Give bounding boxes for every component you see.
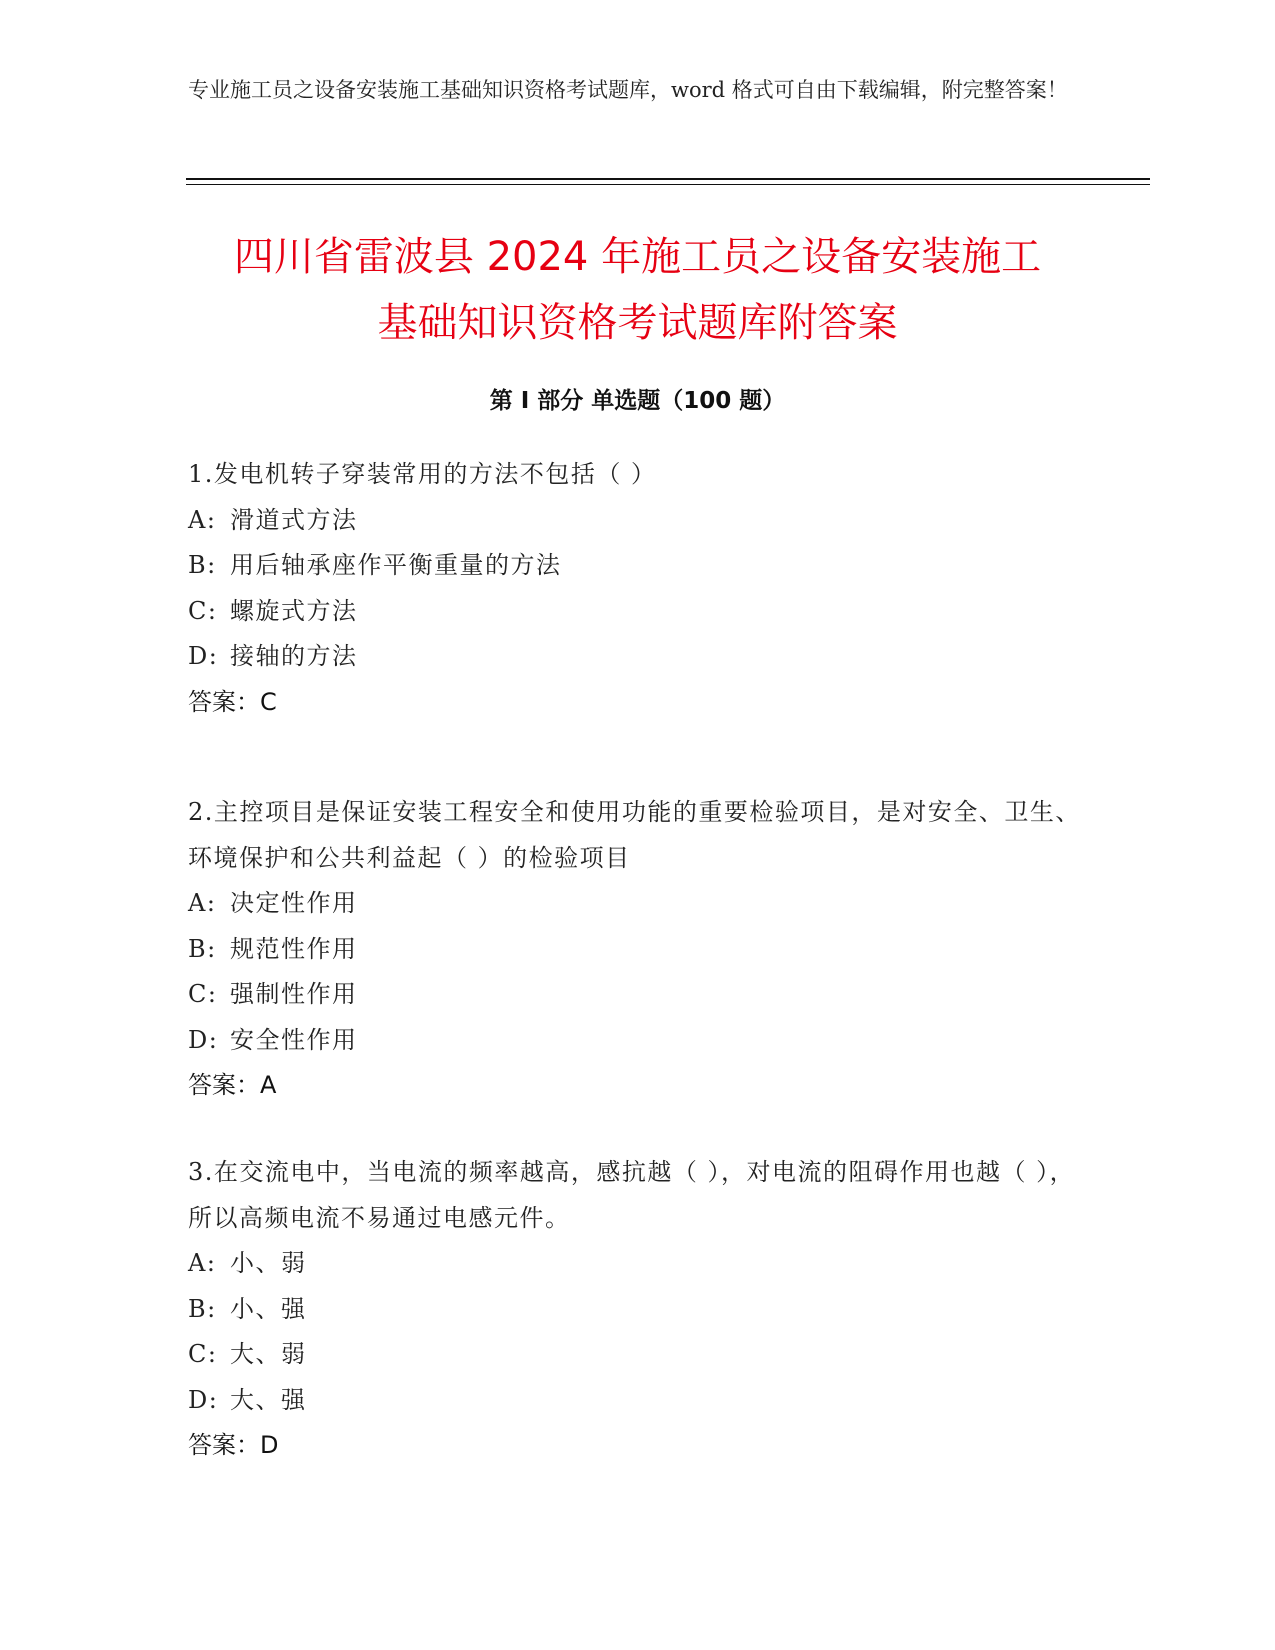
question-stem: 2.主控项目是保证安装工程安全和使用功能的重要检验项目，是对安全、卫生、环境保护和公共利益起（ ）的检验项目 xyxy=(188,798,1081,872)
option-a xyxy=(188,498,1088,544)
question-stem: 1.发电机转子穿装常用的方法不包括（ ） xyxy=(188,460,657,488)
option-text: 大、弱 xyxy=(230,1340,307,1368)
header-divider-thick xyxy=(186,178,1150,180)
option-key: C: xyxy=(188,596,218,625)
option-d xyxy=(188,1378,1088,1424)
question-1 xyxy=(188,452,1088,725)
option-a xyxy=(188,1241,1088,1287)
option-key: B: xyxy=(188,934,217,963)
option-text: 强制性作用 xyxy=(230,980,358,1008)
option-text: 决定性作用 xyxy=(230,889,358,917)
option-key: A: xyxy=(188,505,217,534)
section-heading: 第 I 部分 单选题（100 题） xyxy=(489,388,786,414)
option-text: 小、弱 xyxy=(230,1249,307,1277)
option-key: B: xyxy=(188,1294,217,1323)
answer: 答案：D xyxy=(188,1431,279,1459)
option-key: A: xyxy=(188,889,217,917)
answer: 答案：C xyxy=(188,687,277,716)
option-key: D: xyxy=(188,1025,219,1054)
option-a xyxy=(188,881,1088,927)
option-c xyxy=(188,589,1088,635)
option-text: 小、强 xyxy=(230,1294,307,1323)
document-title xyxy=(160,224,1115,356)
document-title-line1: 四川省雷波县 2024 年施工员之设备安装施工 xyxy=(233,234,1042,280)
question-2 xyxy=(188,790,1088,1109)
option-key: A: xyxy=(188,1249,217,1277)
option-text: 螺旋式方法 xyxy=(230,596,358,625)
answer: 答案：A xyxy=(188,1071,277,1099)
header-note: 专业施工员之设备安装施工基础知识资格考试题库，word 格式可自由下载编辑，附完整答案！ xyxy=(188,78,1068,102)
option-text: 规范性作用 xyxy=(230,934,358,963)
option-b xyxy=(188,927,1088,973)
document-title-line2: 基础知识资格考试题库附答案 xyxy=(377,300,898,346)
option-key: C: xyxy=(188,980,218,1008)
option-text: 接轴的方法 xyxy=(230,642,358,670)
option-text: 大、强 xyxy=(230,1385,307,1414)
option-c xyxy=(188,1332,1088,1378)
question-3 xyxy=(188,1150,1088,1469)
option-d xyxy=(188,1018,1088,1064)
option-key: D: xyxy=(188,1385,219,1414)
option-c xyxy=(188,972,1088,1018)
header-divider-thin xyxy=(186,184,1150,185)
question-stem: 3.在交流电中，当电流的频率越高，感抗越（ ），对电流的阻碍作用也越（ ），所以高频电流不易通过电感元件。 xyxy=(188,1158,1076,1232)
option-d xyxy=(188,634,1088,680)
option-key: C: xyxy=(188,1340,218,1368)
option-text: 安全性作用 xyxy=(230,1025,358,1054)
option-b xyxy=(188,1287,1088,1333)
option-key: D: xyxy=(188,642,219,670)
option-text: 用后轴承座作平衡重量的方法 xyxy=(230,551,562,579)
option-b xyxy=(188,543,1088,589)
option-key: B: xyxy=(188,551,217,579)
option-text: 滑道式方法 xyxy=(230,505,358,534)
